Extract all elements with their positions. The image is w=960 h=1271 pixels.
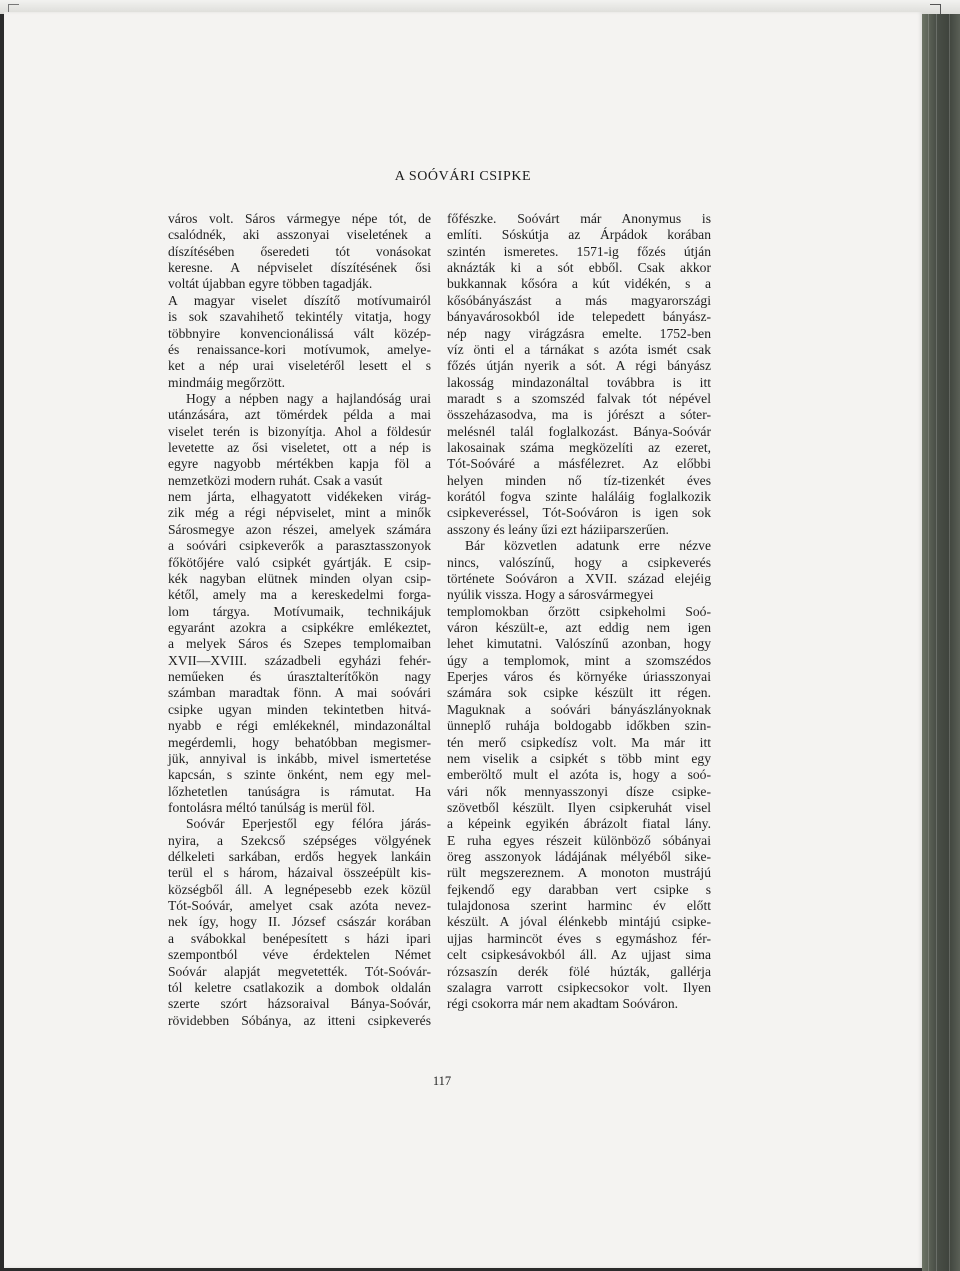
text-column-right: [447, 211, 711, 1013]
text-line: lőzhetetlen tanúságra is rámutat. Ha: [168, 783, 431, 799]
text-line: községből áll. A legnépesebb ezek közül: [168, 881, 431, 897]
text-line: utánzására, azt tömérdek példa a mai: [168, 407, 431, 423]
text-line: szalagra varrott csipkecsokor volt. Ilyen: [447, 979, 711, 995]
text-line: voltát újabban egyre többen tagadják.: [168, 276, 373, 292]
text-line: helyen minden nő tíz-tizenkét éves: [447, 472, 711, 488]
text-line: főzés útján nyerik a sót. A régi bányász: [447, 358, 711, 374]
text-line: csipkeveréssel, Tót-Soóváron is igen sok: [447, 505, 711, 521]
text-line: nyúlik vissza. Hogy a sárosvármegyei: [447, 587, 654, 603]
text-line: egyre nagyobb mértékben kapja föl a: [168, 456, 431, 472]
text-line: nép nagy virágzásra emelte. 1752-ben: [447, 325, 711, 341]
text-line: celt csipkesávokból áll. Az ujjast sima: [447, 947, 711, 963]
text-line: ünneplő ruhája boldogabb időkben szin-: [447, 718, 711, 734]
text-line: kősóbányászást a más magyarországi: [447, 292, 711, 308]
text-line: úgy a templomok, mint a szomszédos: [447, 652, 711, 668]
text-line: terül el s három, házaival összeépült kis-: [168, 865, 431, 881]
text-line: aknázták ki a sót ebből. Csak akkor: [447, 260, 711, 276]
text-line: váron készült-e, azt eddig nem igen: [447, 619, 711, 635]
text-line: nem viselik a csipkét s több mint egy: [447, 750, 711, 766]
text-line: E ruha egyes részeit különböző sóbányai: [447, 832, 711, 848]
text-line: mindmáig megőrzött.: [168, 374, 286, 390]
text-line: megérdemli, hogy behatóbban megismer-: [168, 734, 431, 750]
text-line: Tót-Soóváré a másfélezret. Az előbbi: [447, 456, 711, 472]
text-line: csalódnék, aki asszonyai viseletének a: [168, 227, 431, 243]
text-line: Tót-Soóvár, amelyet csak azóta nevez-: [168, 898, 431, 914]
text-line: főkötőjére való csipkét gyártják. E csip-: [168, 554, 431, 570]
text-line: a képeink egyikén ábrázolt fiatal lány.: [447, 816, 711, 832]
text-line: Maguknak a soóvári bányászlányoknak: [447, 701, 711, 717]
text-line: víz önti el a tárnákat s azóta ismét csak: [447, 341, 711, 357]
text-line: szintén ismeretes. 1571-ig főzés útján: [447, 243, 711, 259]
text-line: zik még a régi népviselet, mint a minők: [168, 505, 431, 521]
text-line: kék nagyban elütnek minden olyan csip-: [168, 570, 431, 586]
text-line: régi csokorra már nem akadtam Soóváron.: [447, 996, 679, 1012]
text-line: nyira, a Szekcső szépséges völgyének: [168, 832, 431, 848]
text-line: maradt s a szomszéd falvak tót népével: [447, 390, 711, 406]
text-line: nyabb e régi emlékeknél, mindazonáltal: [168, 718, 431, 734]
text-line: asszony és leány űzi ezt háziiparszerűen.: [447, 521, 669, 537]
text-line: rövidebben Sóbánya, az itteni csipkeverés: [168, 1012, 431, 1028]
text-line: nem járta, elhagyatott vidékeken virág-: [168, 489, 431, 505]
text-line: készült. A jóval élénkebb mintájú csipke-: [447, 914, 711, 930]
text-line: szövetből készült. Ilyen csipkeruhát visel: [447, 799, 711, 815]
text-line: Soóvár Eperjestől egy félóra járás-: [186, 816, 431, 832]
text-line: templomokban őrzött csipkeholmi Soó-: [447, 603, 711, 619]
text-line: korától fogva szinte haláláig foglalkozik: [447, 489, 711, 505]
text-line: Eperjes város és környéke úriasszonyai: [447, 669, 711, 685]
text-line: keresne. A népviselet díszítésének ősi: [168, 260, 431, 276]
text-line: A magyar viselet díszítő motívumairól: [168, 292, 431, 308]
text-line: a svábokkal benépesített s házi ipari: [168, 930, 431, 946]
text-line: nek így, hogy II. József császár korában: [168, 914, 431, 930]
text-line: délkeleti sarkában, erdős hegyek lankáin: [168, 849, 431, 865]
text-line: fejkendő egy darabban vert csipke s: [447, 881, 711, 897]
text-column-left: [168, 211, 431, 1029]
text-line: említi. Sóskútja az Árpádok korában: [447, 227, 711, 243]
text-line: ket a nép urai viseletéről lesett el s: [168, 358, 431, 374]
text-line: fontolásra méltó tanúlság is merül föl.: [168, 799, 375, 815]
text-line: lom tárgya. Motívumaik, technikájuk: [168, 603, 431, 619]
text-line: kapcsán, s szinte önként, nem egy mel-: [168, 767, 431, 783]
text-line: nincs, valószínű, hogy a csipkeverés: [447, 554, 711, 570]
text-line: összeházasodva, ma is jórészt a sóter-: [447, 407, 711, 423]
text-line: díszítésében őseredeti tót vonásokat: [168, 243, 431, 259]
text-line: lakosság mindazonáltal továbbra is itt: [447, 374, 711, 390]
text-line: a soóvári csipkeverők a parasztasszonyok: [168, 538, 431, 554]
text-line: többnyire konvencionálissá vált közép-: [168, 325, 431, 341]
text-line: melésnél talál foglalkozást. Bánya-Soóvár: [447, 423, 711, 439]
text-line: neműeken és úrasztalterítőkön nagy: [168, 669, 431, 685]
running-head: A SOÓVÁRI CSIPKE: [394, 169, 532, 184]
text-line: nemzetközi modern ruhát. Csak a vasút: [168, 472, 383, 488]
text-line: lakosainak száma megközelíti az ezeret,: [447, 440, 711, 456]
text-line: is sok szavahihető tekintély vitatja, hogy: [168, 309, 431, 325]
text-line: tól keletre csatlakozik a dombok oldalán: [168, 979, 431, 995]
text-line: rült megszereznem. A monoton mustrájú: [447, 865, 711, 881]
text-line: rózsaszín derék fölé húzták, gallérja: [447, 963, 711, 979]
text-line: emberöltő mult el azóta is, hogy a soó-: [447, 767, 711, 783]
text-line: számára sok csipke készült itt régen.: [447, 685, 711, 701]
text-line: tén merő csipkedísz volt. Ma már itt: [447, 734, 711, 750]
text-line: vári nők mennyasszonyi dísze csipke-: [447, 783, 711, 799]
text-line: csipke ugyan minden tekintetben hitvá-: [168, 701, 431, 717]
text-line: főfészke. Soóvárt már Anonymus is: [447, 211, 711, 226]
text-line: lehet kimutatni. Valószínű azonban, hogy: [447, 636, 711, 652]
text-line: szempontból véve érdektelen Német: [168, 947, 431, 963]
text-line: története Soóváron a XVII. század elejéig: [447, 570, 711, 586]
text-line: XVII—XVIII. századbeli egyházi fehér-: [168, 652, 431, 668]
text-line: a melyek Sáros és Szepes templomaiban: [168, 636, 431, 652]
text-line: számban maradtak fönn. A mai soóvári: [168, 685, 431, 701]
text-line: bukkannak kősóra a kút vidékén, s a: [447, 276, 711, 292]
text-line: levetette az ősi viseletet, ott a nép is: [168, 440, 431, 456]
book-page: [4, 12, 922, 1268]
text-line: viselet terén is bizonyítja. Ahol a földesúr: [168, 423, 431, 439]
text-line: jük, annyival is inkább, mivel ismertetése: [168, 750, 431, 766]
text-line: Sárosmegye azon részei, amelyek számára: [168, 521, 431, 537]
text-line: kétől, amely ma a kereskedelmi forga-: [168, 587, 431, 603]
text-line: város volt. Sáros vármegye népe tót, de: [168, 211, 431, 226]
text-line: tulajdonosa szerint harminc év előtt: [447, 898, 711, 914]
text-line: Hogy a népben nagy a hajlandóság urai: [186, 390, 431, 406]
text-line: ujjas harmincöt éves s egymáshoz fér-: [447, 930, 711, 946]
text-line: szerte szórt házsoraival Bánya-Soóvár,: [168, 996, 431, 1012]
text-line: Soóvár alapját megvetették. Tót-Soóvár-: [168, 963, 431, 979]
text-line: Bár közvetlen adatunk erre nézve: [465, 538, 711, 554]
text-line: és renaissance-kori motívumok, amelye-: [168, 341, 431, 357]
text-line: egyaránt azokra a csipkékre emlékeztet,: [168, 619, 431, 635]
text-line: bányavárosokból ide telepedett bányász-: [447, 309, 711, 325]
page-number: 117: [432, 1074, 452, 1088]
text-line: öreg asszonyok ládájának mélyéből sike-: [447, 849, 711, 865]
book-cover-edge: [922, 14, 960, 1271]
